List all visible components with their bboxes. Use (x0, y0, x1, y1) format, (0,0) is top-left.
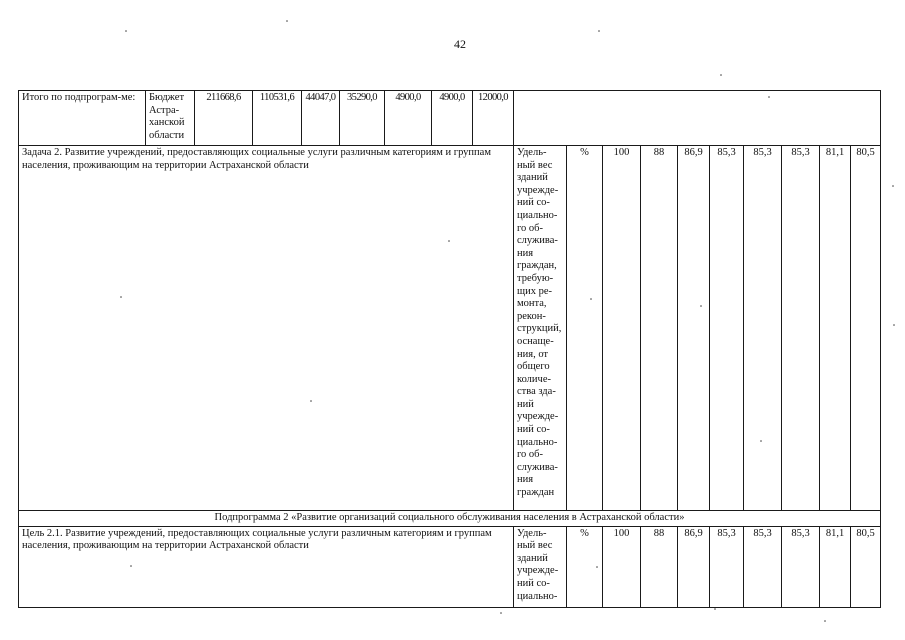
totals-value: 35290,0 (340, 91, 385, 146)
scan-speck (700, 305, 702, 307)
scan-speck (286, 20, 288, 22)
scan-speck (720, 74, 722, 76)
indicator-text: Удель- ный вес зданий учрежде- ний со- циально- (514, 526, 567, 607)
goal-row (19, 526, 881, 607)
goal-text: Цель 2.1. Развитие учреждений, предоставляющих социальные услуги различным категориям и группам населения, проживающим на территории Астраханской области (19, 526, 514, 607)
scan-speck (120, 296, 122, 298)
task-text: Задача 2. Развитие учреждений, предоставляющих социальные услуги различным категориям и группам населения, проживающим на территории Астраханской области (19, 146, 514, 511)
indicator-value: 85,3 (744, 526, 782, 607)
indicator-value: 88 (641, 526, 678, 607)
scan-speck (598, 30, 600, 32)
funding-source: Бюджет Астра-ханской области (146, 91, 195, 146)
indicator-value: 86,9 (678, 146, 710, 511)
scan-speck (310, 400, 312, 402)
empty-cell (514, 91, 881, 146)
scan-speck (500, 612, 502, 614)
scan-speck (596, 566, 598, 568)
totals-value: 211668,6 (195, 91, 253, 146)
indicator-value: 85,3 (710, 526, 744, 607)
indicator-value: 85,3 (710, 146, 744, 511)
totals-value: 4900,0 (432, 91, 473, 146)
indicator-value: 80,5 (851, 146, 881, 511)
scan-speck (130, 565, 132, 567)
program-table (18, 90, 881, 608)
scan-speck (590, 298, 592, 300)
scan-speck (448, 240, 450, 242)
page-number: 42 (454, 37, 466, 51)
indicator-value: 88 (641, 146, 678, 511)
subprogram-row (19, 511, 881, 527)
totals-value: 110531,6 (253, 91, 302, 146)
totals-value: 12000,0 (473, 91, 514, 146)
unit-cell: % (567, 146, 603, 511)
indicator-value: 81,1 (820, 526, 851, 607)
indicator-value: 85,3 (782, 146, 820, 511)
scan-speck (892, 185, 894, 187)
totals-label: Итого по подпрограм-ме: (19, 91, 146, 146)
totals-value: 4900,0 (385, 91, 432, 146)
indicator-text: Удель- ный вес зданий учрежде- ний со- циально- го об- служива- ния граждан, требую- щих ре- монта, рекон- струкций, оснаще- ния, от общего количе- ства зда- ний учрежде- ний со- циально- го об- служива- ния граждан (514, 146, 567, 511)
indicator-value: 80,5 (851, 526, 881, 607)
totals-row (19, 91, 881, 146)
unit-cell: % (567, 526, 603, 607)
scan-speck (125, 30, 127, 32)
indicator-value: 85,3 (744, 146, 782, 511)
indicator-value: 86,9 (678, 526, 710, 607)
indicator-value: 100 (603, 526, 641, 607)
indicator-value: 81,1 (820, 146, 851, 511)
scan-speck (824, 620, 826, 622)
subprogram-header: Подпрограмма 2 «Развитие организаций социального обслуживания населения в Астраханской области» (19, 511, 881, 527)
scan-speck (714, 608, 716, 610)
indicator-value: 100 (603, 146, 641, 511)
totals-value: 44047,0 (302, 91, 340, 146)
indicator-value: 85,3 (782, 526, 820, 607)
scan-speck (768, 96, 770, 98)
task-row (19, 146, 881, 511)
scan-speck (893, 324, 895, 326)
scan-speck (760, 440, 762, 442)
